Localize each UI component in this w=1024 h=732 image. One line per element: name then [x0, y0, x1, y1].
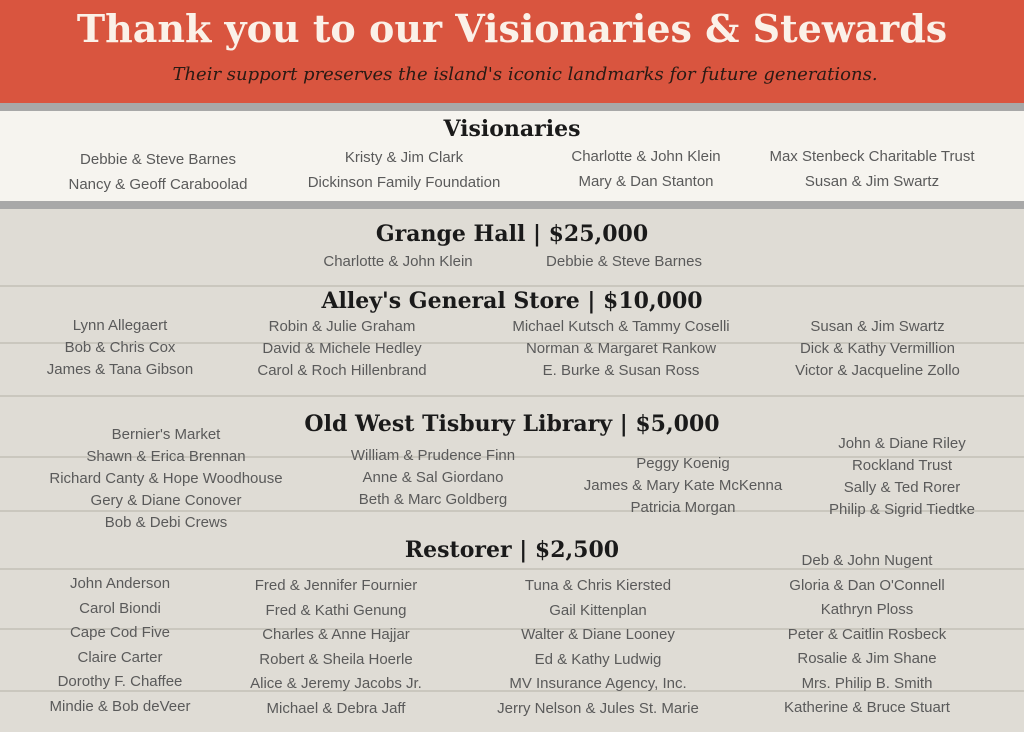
donor-name: Kristy & Jim Clark: [344, 149, 464, 166]
visionaries-column: [284, 145, 524, 195]
alleys-store-heading: Alley's General Store | $10,000: [321, 288, 703, 314]
donor-name: Beth & Marc Goldberg: [358, 491, 508, 508]
donor-name: John & Diane Riley: [838, 435, 966, 452]
alleys-store-column: [770, 316, 985, 382]
donor-name: Charles & Anne Hajjar: [262, 626, 410, 643]
donor-name: Bernier's Market: [111, 426, 221, 443]
donor-name: Richard Canty & Hope Woodhouse: [49, 470, 283, 487]
donor-name: Anne & Sal Giordano: [362, 469, 504, 486]
header-banner: [0, 0, 1024, 103]
donor-name: Patricia Morgan: [630, 499, 736, 516]
donor-name: Robert & Sheila Hoerle: [259, 650, 413, 668]
alleys-store-column: [232, 316, 452, 382]
donor-name: Cape Cod Five: [69, 624, 171, 641]
donor-name: Max Stenbeck Charitable Trust: [769, 148, 975, 165]
donor-name: Susan & Jim Swartz: [810, 318, 945, 335]
donor-name: Dick & Kathy Vermillion: [799, 340, 956, 357]
donor-name: Claire Carter: [77, 648, 163, 666]
donor-name: Tuna & Chris Kiersted: [524, 577, 672, 594]
donor-name: Alice & Jeremy Jacobs Jr.: [250, 675, 422, 692]
restorer-column: [20, 572, 220, 719]
donor-name: Michael Kutsch & Tammy Coselli: [512, 318, 730, 335]
visionaries-column: [752, 144, 992, 194]
visionaries-column: [526, 144, 766, 194]
library-column: [563, 453, 803, 519]
donor-name: Debbie & Steve Barnes: [546, 253, 702, 270]
donor-name: Rockland Trust: [851, 457, 953, 474]
donor-name: Lynn Allegaert: [72, 317, 168, 334]
donor-name: Walter & Diane Looney: [521, 626, 675, 643]
library-column: [318, 445, 548, 511]
donor-name: Ed & Kathy Ludwig: [534, 650, 662, 668]
donor-name: Peter & Caitlin Rosbeck: [787, 625, 947, 643]
alleys-store-column: [491, 316, 751, 382]
library-column: [26, 424, 306, 534]
donor-name: Charlotte & John Klein: [323, 253, 473, 270]
donor-name: Gloria & Dan O'Connell: [789, 576, 945, 594]
donor-name: John Anderson: [69, 575, 171, 592]
donor-name: Michael & Debra Jaff: [266, 699, 406, 717]
divider-bar: [0, 201, 1024, 209]
restorer-column: [757, 549, 977, 721]
grange-hall-column: [288, 251, 508, 273]
donor-name: William & Prudence Finn: [350, 447, 516, 464]
alleys-store-column: [20, 315, 220, 381]
donor-name: Kathryn Ploss: [820, 601, 914, 618]
donor-name: Nancy & Geoff Caraboolad: [68, 176, 248, 193]
donor-name: James & Mary Kate McKenna: [583, 477, 783, 494]
donor-name: Gail Kittenplan: [549, 601, 647, 619]
divider-bar: [0, 103, 1024, 111]
donor-name: Bob & Chris Cox: [64, 339, 176, 356]
donor-name: James & Tana Gibson: [46, 361, 194, 378]
donor-name: David & Michele Hedley: [262, 340, 422, 357]
donor-name: Fred & Kathi Genung: [265, 601, 407, 619]
donor-name: Sally & Ted Rorer: [843, 479, 961, 496]
donor-name: Mindie & Bob deVeer: [49, 697, 191, 715]
restorer-column: [226, 574, 446, 721]
donor-name: Rosalie & Jim Shane: [797, 650, 937, 667]
donor-name: Charlotte & John Klein: [571, 148, 721, 165]
page-subtitle: Their support preserves the island's iconic landmarks for future generations.: [172, 64, 878, 85]
donor-name: MV Insurance Agency, Inc.: [509, 675, 687, 692]
visionaries-heading: Visionaries: [443, 116, 581, 142]
donor-name: Fred & Jennifer Fournier: [254, 577, 418, 594]
donor-name: Susan & Jim Swartz: [804, 173, 940, 190]
grange-hall-column: [514, 251, 734, 273]
donor-name: Deb & John Nugent: [801, 552, 933, 569]
plank-seam: [0, 395, 1024, 397]
donor-name: Peggy Koenig: [636, 455, 730, 472]
restorer-column: [478, 574, 718, 721]
donor-name: Norman & Margaret Rankow: [525, 340, 717, 357]
donor-name: Carol & Roch Hillenbrand: [257, 362, 427, 379]
page-title: Thank you to our Visionaries & Stewards: [76, 6, 948, 51]
donor-name: Philip & Sigrid Tiedtke: [829, 501, 975, 518]
donor-name: Mrs. Philip B. Smith: [801, 674, 933, 692]
visionaries-column: [38, 147, 278, 197]
donor-name: Carol Biondi: [79, 599, 161, 617]
donor-name: Bob & Debi Crews: [104, 514, 228, 531]
library-column: [802, 433, 1002, 521]
donor-name: Shawn & Erica Brennan: [86, 448, 246, 465]
donor-name: Debbie & Steve Barnes: [80, 151, 236, 168]
library-heading: Old West Tisbury Library | $5,000: [304, 411, 720, 437]
donor-name: Mary & Dan Stanton: [578, 173, 714, 190]
donor-name: Victor & Jacqueline Zollo: [795, 362, 960, 379]
grange-hall-heading: Grange Hall | $25,000: [375, 221, 649, 247]
donor-name: Gery & Diane Conover: [90, 492, 242, 509]
donor-name: Robin & Julie Graham: [268, 318, 416, 335]
donor-name: E. Burke & Susan Ross: [542, 362, 700, 379]
donor-name: Katherine & Bruce Stuart: [784, 699, 950, 716]
plank-seam: [0, 285, 1024, 287]
donor-name: Jerry Nelson & Jules St. Marie: [497, 699, 699, 717]
donor-name: Dickinson Family Foundation: [307, 174, 501, 191]
donor-name: Dorothy F. Chaffee: [57, 673, 183, 690]
restorer-heading: Restorer | $2,500: [404, 537, 620, 563]
